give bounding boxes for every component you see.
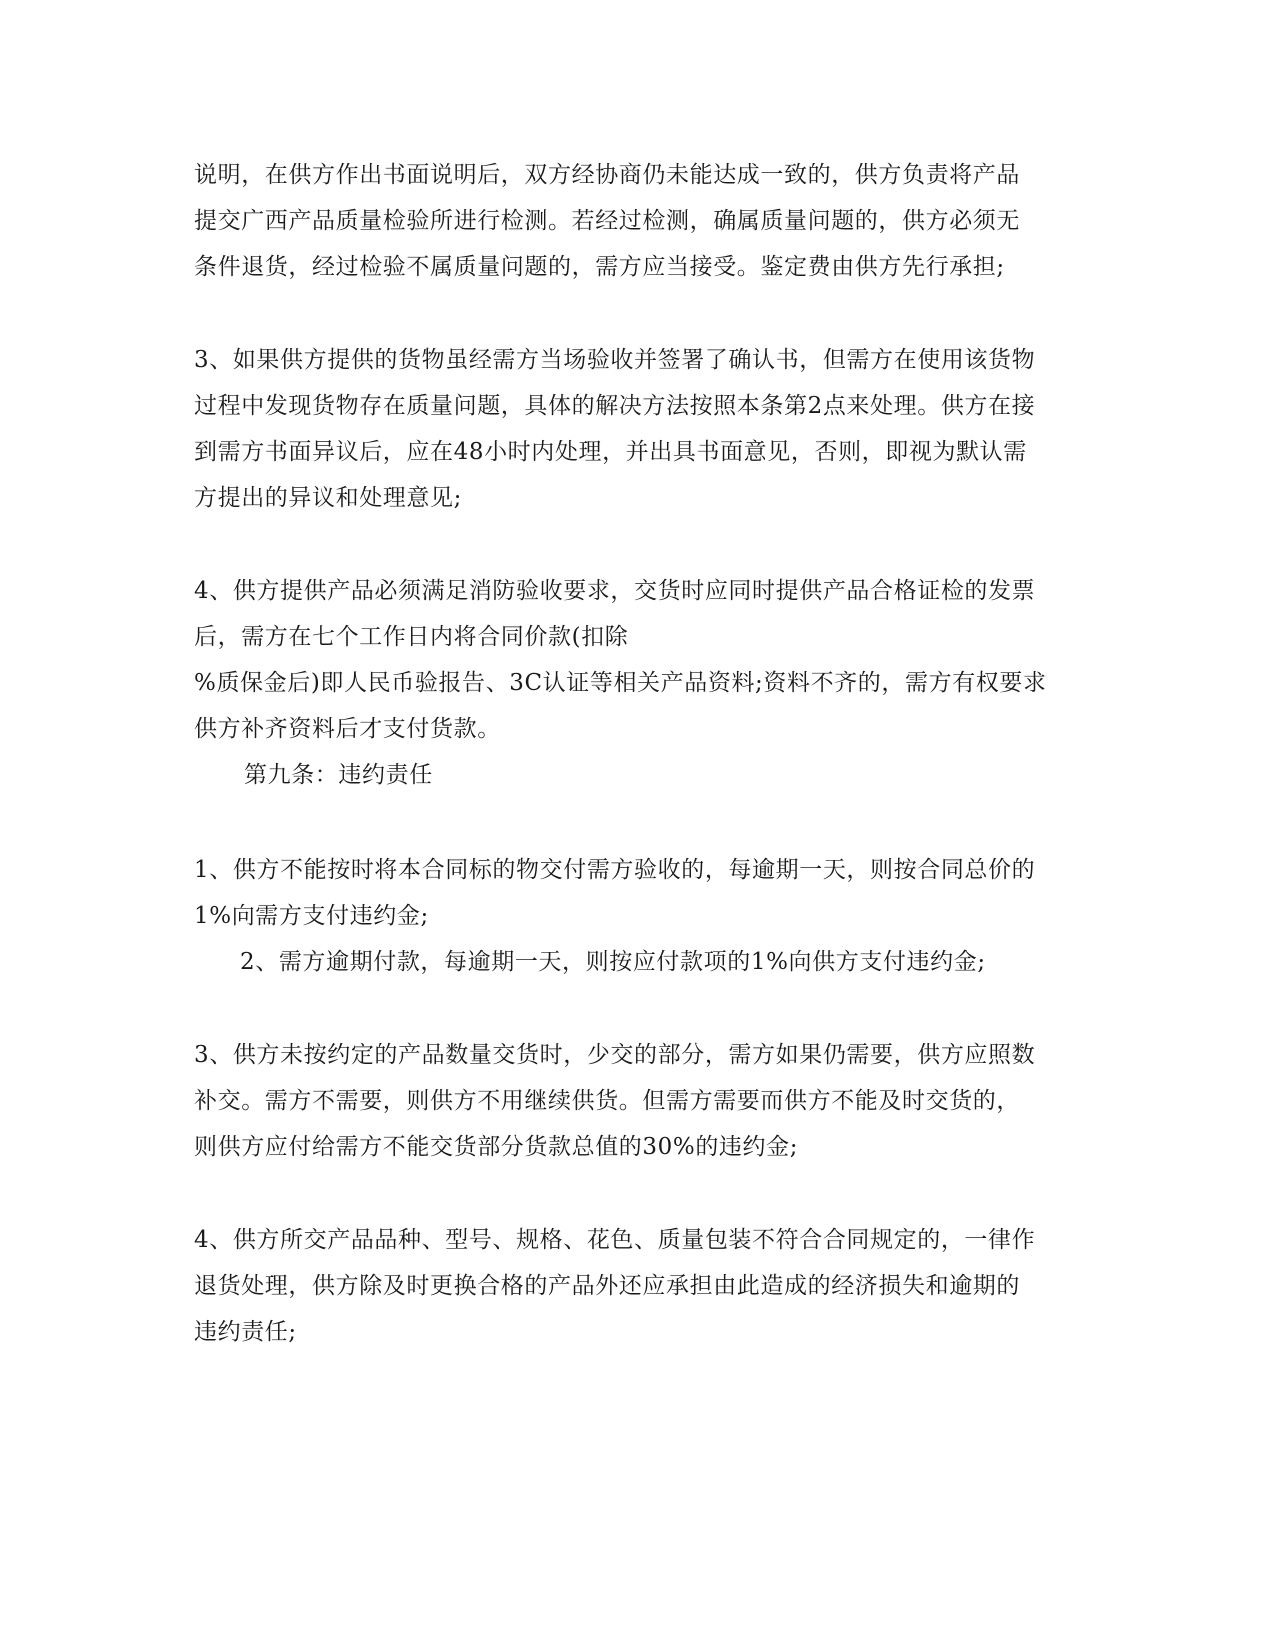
paragraph-line: 1%向需方支付违约金; [194,903,429,929]
section-heading: 第九条：违约责任 [244,762,433,788]
paragraph-line: 4、供方提供产品必须满足消防验收要求，交货时应同时提供产品合格证检的发票 [194,578,1036,604]
paragraph-line: 2、需方逾期付款，每逾期一天，则按应付款项的1%向供方支付违约金; [240,949,986,975]
paragraph-line: 违约责任; [194,1319,297,1345]
paragraph-line: 补交。需方不需要，则供方不用继续供货。但需方需要而供方不能及时交货的， [194,1088,1020,1114]
paragraph-line: 1、供方不能按时将本合同标的物交付需方验收的，每逾期一天，则按合同总价的 [194,857,1036,883]
paragraph-line: 则供方应付给需方不能交货部分货款总值的30%的违约金; [194,1134,799,1160]
paragraph-line: 退货处理，供方除及时更换合格的产品外还应承担由此造成的经济损失和逾期的 [194,1273,1020,1299]
paragraph-line: 提交广西产品质量检验所进行检测。若经过检测，确属质量问题的，供方必须无 [194,208,1020,234]
paragraph-line: 供方补齐资料后才支付货款。 [194,716,501,742]
paragraph-line: 3、如果供方提供的货物虽经需方当场验收并签署了确认书，但需方在使用该货物 [194,347,1036,373]
paragraph-line: 过程中发现货物存在质量问题，具体的解决方法按照本条第2点来处理。供方在接 [194,393,1036,419]
paragraph-line: 后，需方在七个工作日内将合同价款(扣除 [194,624,629,650]
paragraph-line: 条件退货，经过检验不属质量问题的，需方应当接受。鉴定费由供方先行承担; [194,254,1005,280]
paragraph-line: %质保金后)即人民币验报告、3C认证等相关产品资料;资料不齐的，需方有权要求 [194,670,1047,696]
paragraph-line: 4、供方所交产品品种、型号、规格、花色、质量包装不符合合同规定的，一律作 [194,1227,1036,1253]
paragraph-line: 3、供方未按约定的产品数量交货时，少交的部分，需方如果仍需要，供方应照数 [194,1042,1036,1068]
paragraph-line: 方提出的异议和处理意见; [194,485,462,511]
paragraph-line: 到需方书面异议后，应在48小时内处理，并出具书面意见，否则，即视为默认需 [194,439,1027,465]
paragraph-line: 说明，在供方作出书面说明后，双方经协商仍未能达成一致的，供方负责将产品 [194,162,1020,188]
